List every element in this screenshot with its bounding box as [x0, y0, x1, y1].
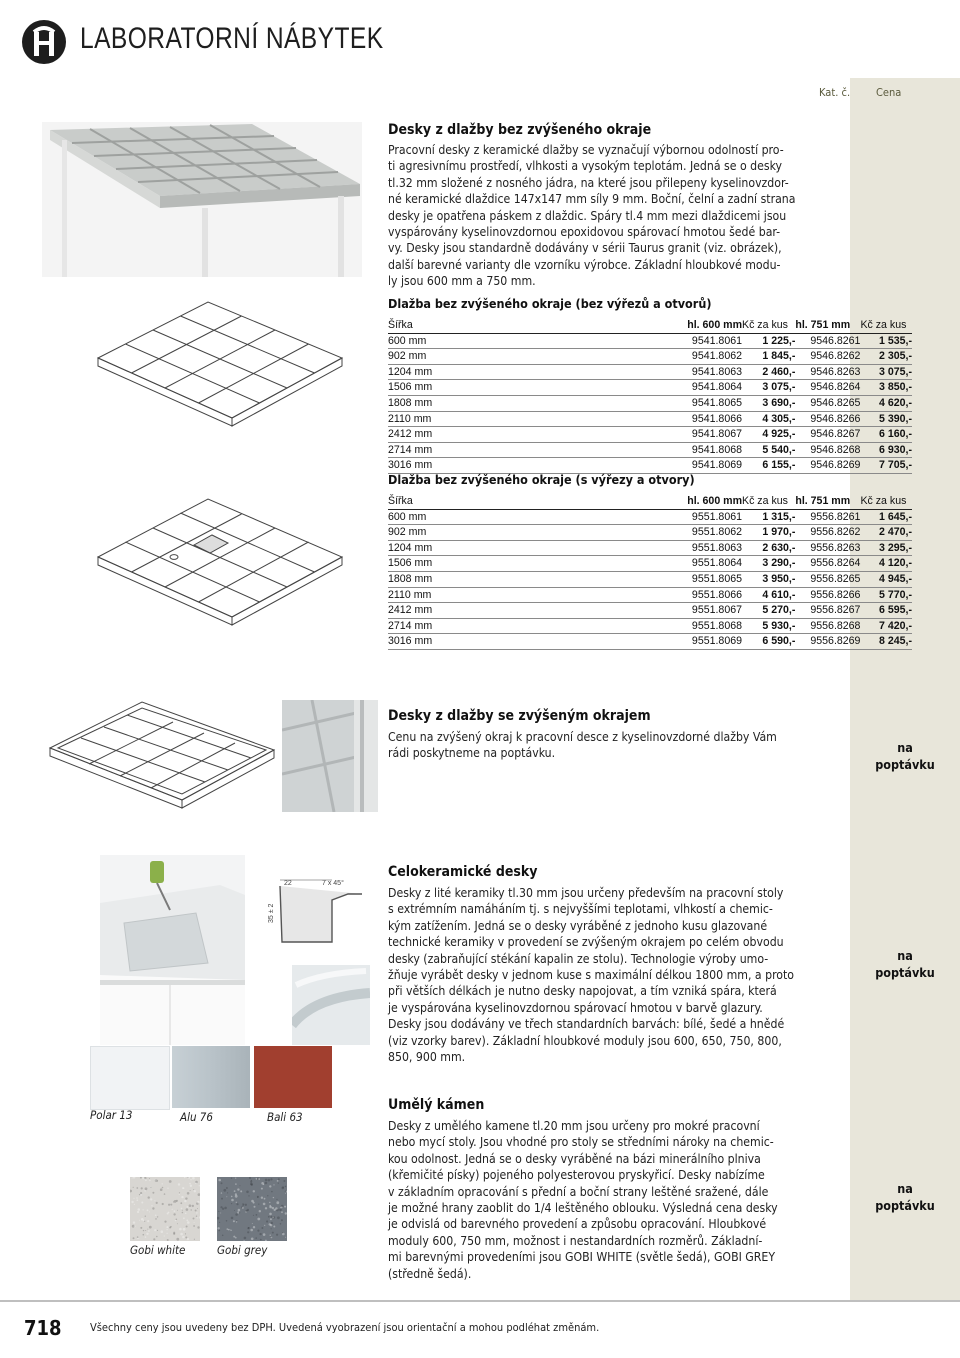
section-text-flat-tiles: [388, 142, 798, 290]
swatch-label: Gobi grey: [217, 1243, 268, 1257]
price-line: na: [897, 948, 913, 963]
col-depth-751: hl. 751 mm: [795, 494, 860, 509]
section-title-flat-tiles: Desky z dlažby bez zvýšeného okraje: [388, 122, 652, 138]
text-line: moduly 600, 750 mm, možnost i nestandardních rozměrů. Základní-: [388, 1233, 763, 1248]
price-table-with-cutouts: [388, 494, 912, 650]
row-width: 2412 mm: [388, 427, 675, 443]
row-code-751: 9556.8267: [795, 603, 860, 619]
table-row: [388, 603, 912, 619]
row-width: 1204 mm: [388, 540, 675, 556]
row-width: 1808 mm: [388, 395, 675, 411]
brand-h-icon: [22, 20, 66, 64]
row-width: 2110 mm: [388, 587, 675, 603]
row-code-600: 9551.8063: [675, 540, 742, 556]
tile-with-cutout-drawing: [90, 495, 350, 630]
text-line: Desky jsou dodávány ve třech standardních barvách: bílé, šedé a hnědé: [388, 1017, 785, 1032]
row-code-600: 9541.8063: [675, 364, 742, 380]
swatch-gobi-grey: [217, 1177, 287, 1241]
row-code-600: 9551.8068: [675, 618, 742, 634]
row-width: 902 mm: [388, 349, 675, 365]
swatch-alu-76: [172, 1046, 250, 1108]
row-price-600: 3 290,-: [742, 556, 795, 572]
text-line: ly jsou 600 mm a 750 mm.: [388, 274, 536, 289]
price-header: Cena: [876, 86, 902, 99]
row-price-751: 1 535,-: [860, 333, 912, 349]
dim-label: 7 x 45°: [322, 880, 344, 887]
raised-edge-drawing: [42, 700, 282, 810]
row-price-600: 5 930,-: [742, 618, 795, 634]
row-width: 2110 mm: [388, 411, 675, 427]
row-price-751: 5 390,-: [860, 411, 912, 427]
section-title-artificial-stone: Umělý kámen: [388, 1097, 485, 1113]
text-line: vy. Desky jsou standardně dodávány v sérii Taurus granit (viz. obrázek),: [388, 241, 782, 256]
row-price-600: 4 305,-: [742, 411, 795, 427]
text-line: Cenu na zvýšený okraj k pracovní desce z kyselinovzdorné dlažby Vám: [388, 730, 777, 744]
row-price-600: 1 970,-: [742, 525, 795, 541]
table-row: [388, 364, 912, 380]
text-line: kou odolnost. Jedná se o desky vyráběné na bázi minerálního plniva: [388, 1151, 761, 1166]
row-price-600: 1 845,-: [742, 349, 795, 365]
row-code-600: 9551.8065: [675, 571, 742, 587]
table-row: [388, 587, 912, 603]
row-code-751: 9546.8265: [795, 395, 860, 411]
row-code-600: 9551.8069: [675, 634, 742, 650]
price-line: na: [897, 740, 913, 755]
swatch-label: Gobi white: [130, 1243, 186, 1257]
row-code-751: 9556.8269: [795, 634, 860, 650]
text-line: kým zatížením. Jedná se o desky vyráběné z jednoho kusu glazované: [388, 918, 768, 933]
row-width: 2412 mm: [388, 603, 675, 619]
text-line: je vyspárována kyselinovzdornou spárovací hmotou v barvě glazury.: [388, 1000, 763, 1015]
row-code-600: 9541.8067: [675, 427, 742, 443]
row-code-751: 9556.8264: [795, 556, 860, 572]
row-width: 902 mm: [388, 525, 675, 541]
text-line: (viz vzorky barev). Základní hloubkové moduly jsou 600, 650, 750, 800,: [388, 1033, 782, 1048]
swatch-bali-63: [254, 1046, 332, 1108]
row-width: 3016 mm: [388, 634, 675, 650]
ceramic-detail-photo: [292, 965, 370, 1045]
section-text-artificial-stone: [388, 1118, 798, 1282]
row-code-751: 9556.8268: [795, 618, 860, 634]
row-code-751: 9546.8263: [795, 364, 860, 380]
table2-title: Dlažba bez zvýšeného okraje (s výřezy a otvory): [388, 472, 695, 487]
row-width: 600 mm: [388, 509, 675, 525]
text-line: při větších délkách je nutno desky napojovat, a tím vzniká spára, která: [388, 984, 777, 999]
price-line: poptávku: [875, 1198, 935, 1213]
row-price-751: 7 705,-: [860, 458, 912, 474]
table1-title: Dlažba bez zvýšeného okraje (bez výřezů a otvorů): [388, 296, 712, 311]
row-code-751: 9556.8265: [795, 571, 860, 587]
page-number: 718: [24, 1316, 62, 1340]
row-code-600: 9541.8062: [675, 349, 742, 365]
text-line: Pracovní desky z keramické dlažby se vyznačují výbornou odolností pro-: [388, 143, 784, 157]
table-row: [388, 634, 912, 650]
row-code-600: 9541.8069: [675, 458, 742, 474]
brand-logo: [22, 20, 66, 64]
row-price-751: 6 930,-: [860, 442, 912, 458]
text-line: žňuje vyrábět desky v jednom kuse s maximální délkou 1800 mm, a proto: [388, 968, 795, 983]
table-row: [388, 540, 912, 556]
text-line: v základním opracování s přední a boční strany leštěné sražené, dále: [388, 1184, 769, 1199]
row-code-600: 9541.8068: [675, 442, 742, 458]
section-title-raised-tiles: Desky z dlažby se zvýšeným okrajem: [388, 708, 651, 724]
text-line: (křemičité písky) pojeného polyesterovou pryskyřicí. Desky nabízíme: [388, 1168, 765, 1183]
row-price-751: 2 305,-: [860, 349, 912, 365]
row-code-751: 9556.8262: [795, 525, 860, 541]
row-width: 1204 mm: [388, 364, 675, 380]
price-on-request: [850, 947, 960, 981]
row-price-751: 4 120,-: [860, 556, 912, 572]
row-price-751: 3 295,-: [860, 540, 912, 556]
col-price-600: Kč za kus: [742, 318, 795, 333]
text-line: další barevné varianty dle vzorníku výrobce. Základní hloubkové modu-: [388, 257, 781, 272]
price-table-without-cutouts: [388, 318, 912, 474]
col-depth-600: hl. 600 mm: [675, 318, 742, 333]
table-row: [388, 395, 912, 411]
footer-note: Všechny ceny jsou uvedeny bez DPH. Uvedená vyobrazení jsou orientační a mohou podléhat změnám.: [90, 1321, 600, 1334]
text-line: technické keramiky v provedení se zvýšeným okrajem po celém obvodu: [388, 935, 784, 950]
text-line: ti agresivnímu prostředí, vlhkosti a vysokým teplotám. Jedná se o desky: [388, 159, 782, 174]
row-price-751: 4 945,-: [860, 571, 912, 587]
text-line: Desky z umělého kamene tl.20 mm jsou určeny pro mokré pracovní: [388, 1119, 760, 1133]
row-code-751: 9546.8267: [795, 427, 860, 443]
text-line: mi barevnými provedeními jsou GOBI WHITE (světle šedá), GOBI GREY: [388, 1250, 776, 1265]
row-code-751: 9546.8262: [795, 349, 860, 365]
row-code-751: 9556.8266: [795, 587, 860, 603]
tiled-desk-photo: [42, 122, 362, 277]
table-row: [388, 333, 912, 349]
row-code-600: 9551.8066: [675, 587, 742, 603]
dim-label: 35 ± 2: [268, 903, 275, 923]
row-price-600: 1 315,-: [742, 509, 795, 525]
row-price-600: 5 270,-: [742, 603, 795, 619]
row-price-600: 3 690,-: [742, 395, 795, 411]
text-line: je odvislá od barevného provedení a způsobu opracování. Hloubkové: [388, 1217, 767, 1232]
row-code-600: 9551.8062: [675, 525, 742, 541]
table-row: [388, 380, 912, 396]
row-code-751: 9546.8269: [795, 458, 860, 474]
row-price-751: 4 620,-: [860, 395, 912, 411]
col-price-751: Kč za kus: [860, 494, 912, 509]
row-code-751: 9546.8266: [795, 411, 860, 427]
row-price-751: 5 770,-: [860, 587, 912, 603]
swatch-label: Bali 63: [267, 1110, 303, 1124]
swatch-label: Polar 13: [90, 1108, 133, 1122]
price-on-request: [850, 739, 960, 773]
text-line: nebo mycí stoly. Jsou vhodné pro stoly se středními nároky na chemic-: [388, 1135, 774, 1150]
price-on-request: [850, 1180, 960, 1214]
price-line: na: [897, 1181, 913, 1196]
row-price-600: 4 610,-: [742, 587, 795, 603]
row-width: 600 mm: [388, 333, 675, 349]
row-price-600: 1 225,-: [742, 333, 795, 349]
section-title-ceramic: Celokeramické desky: [388, 864, 538, 880]
swatch-label: Alu 76: [180, 1110, 213, 1124]
ceramic-sink-photo: [100, 855, 245, 1045]
row-price-751: 8 245,-: [860, 634, 912, 650]
row-code-600: 9551.8064: [675, 556, 742, 572]
row-code-600: 9551.8061: [675, 509, 742, 525]
text-line: s extrémním namáháním tj. s nejvyššími teplotami, vlhkostí a chemic-: [388, 902, 773, 917]
row-code-600: 9541.8065: [675, 395, 742, 411]
text-line: 850, 900 mm.: [388, 1050, 466, 1065]
row-code-751: 9546.8268: [795, 442, 860, 458]
row-width: 2714 mm: [388, 618, 675, 634]
table-row: [388, 618, 912, 634]
row-width: 1506 mm: [388, 556, 675, 572]
text-line: Desky z lité keramiky tl.30 mm jsou určeny především na pracovní stoly: [388, 886, 784, 900]
row-code-600: 9541.8066: [675, 411, 742, 427]
row-width: 1506 mm: [388, 380, 675, 396]
row-price-751: 6 160,-: [860, 427, 912, 443]
col-width: Šířka: [388, 494, 675, 509]
table-row: [388, 427, 912, 443]
row-price-751: 6 595,-: [860, 603, 912, 619]
page-title: LABORATORNÍ NÁBYTEK: [80, 22, 384, 55]
text-line: tl.32 mm složené z nosného jádra, na které jsou přilepeny kyselinovzdor-: [388, 175, 789, 190]
row-price-600: 3 075,-: [742, 380, 795, 396]
table-row: [388, 556, 912, 572]
row-price-751: 1 645,-: [860, 509, 912, 525]
table-row: [388, 349, 912, 365]
text-line: vyspárovány kyselinovzdornou epoxidovou spárovací hmotou šedé bar-: [388, 225, 781, 240]
row-price-600: 5 540,-: [742, 442, 795, 458]
edge-profile-drawing: [262, 872, 370, 958]
text-line: je možné hrany zaoblit do 1/4 leštěného oblouku. Výsledná cena desky: [388, 1201, 778, 1216]
row-price-751: 3 075,-: [860, 364, 912, 380]
row-width: 3016 mm: [388, 458, 675, 474]
row-price-600: 3 950,-: [742, 571, 795, 587]
table-row: [388, 571, 912, 587]
row-code-751: 9546.8261: [795, 333, 860, 349]
col-depth-600: hl. 600 mm: [675, 494, 742, 509]
row-price-600: 4 925,-: [742, 427, 795, 443]
text-line: né keramické dlaždice 147x147 mm síly 9 mm. Boční, čelní a zadní strana: [388, 192, 796, 207]
col-width: Šířka: [388, 318, 675, 333]
table-row: [388, 442, 912, 458]
table-row: [388, 525, 912, 541]
text-line: (středně šedá).: [388, 1266, 472, 1281]
col-price-600: Kč za kus: [742, 494, 795, 509]
row-price-600: 2 460,-: [742, 364, 795, 380]
price-line: poptávku: [875, 965, 935, 980]
row-price-751: 2 470,-: [860, 525, 912, 541]
row-price-751: 3 850,-: [860, 380, 912, 396]
footer-divider: [0, 1300, 960, 1302]
price-column: [850, 78, 960, 1300]
price-line: poptávku: [875, 757, 935, 772]
table-row: [388, 411, 912, 427]
section-text-raised-tiles: [388, 729, 808, 762]
row-code-751: 9546.8264: [795, 380, 860, 396]
row-code-751: 9556.8263: [795, 540, 860, 556]
row-width: 2714 mm: [388, 442, 675, 458]
row-code-751: 9556.8261: [795, 509, 860, 525]
col-price-751: Kč za kus: [860, 318, 912, 333]
flat-tile-drawing: [90, 300, 350, 430]
text-line: rádi poskytneme na poptávku.: [388, 746, 556, 761]
row-price-600: 6 590,-: [742, 634, 795, 650]
swatch-gobi-white: [130, 1177, 200, 1241]
row-price-751: 7 420,-: [860, 618, 912, 634]
row-width: 1808 mm: [388, 571, 675, 587]
row-price-600: 2 630,-: [742, 540, 795, 556]
row-price-600: 6 155,-: [742, 458, 795, 474]
row-code-600: 9541.8061: [675, 333, 742, 349]
raised-edge-photo: [282, 700, 378, 812]
catalog-number-header: Kat. č.: [819, 86, 851, 99]
col-depth-751: hl. 751 mm: [795, 318, 860, 333]
row-code-600: 9551.8067: [675, 603, 742, 619]
swatch-polar-13: [90, 1046, 170, 1110]
dim-label: 22: [284, 880, 292, 887]
text-line: desky (zabraňující stékání kapalin ze stolu). Technologie výroby umo-: [388, 951, 769, 966]
row-code-600: 9541.8064: [675, 380, 742, 396]
text-line: desky je opatřena páskem z dlaždic. Spáry tl.4 mm mezi dlaždicemi jsou: [388, 208, 787, 223]
section-text-ceramic: [388, 885, 798, 1065]
table-row: [388, 509, 912, 525]
